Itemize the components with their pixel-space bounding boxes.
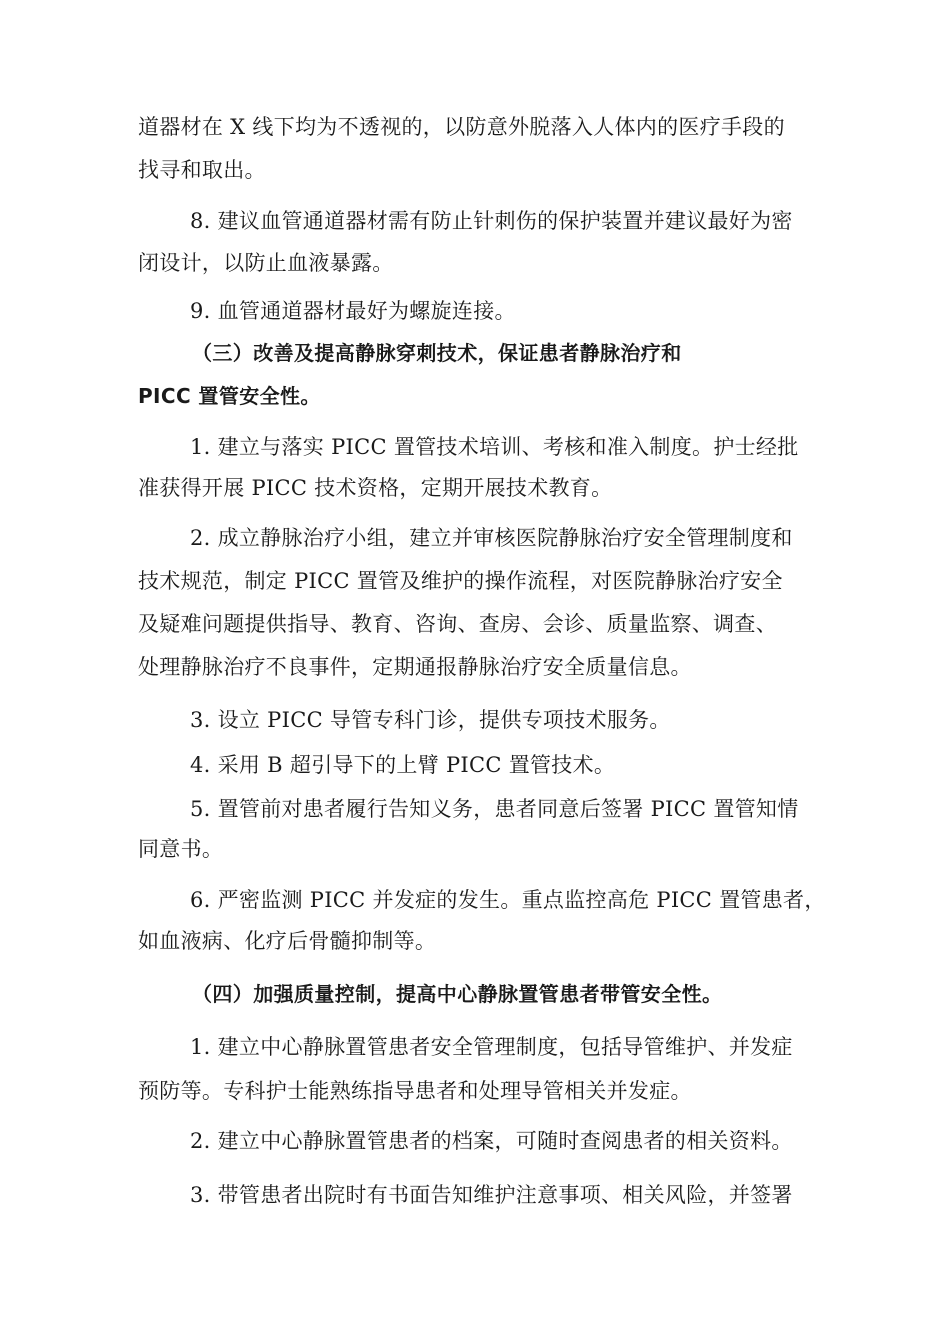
section-heading-3: （三）改善及提高静脉穿刺技术，保证患者静脉治疗和 bbox=[192, 341, 682, 365]
list-item-8: 8. 建议血管通道器材需有防止针刺伤的保护装置并建议最好为密 bbox=[190, 209, 793, 233]
list-item-3: 3. 设立 PICC 导管专科门诊，提供专项技术服务。 bbox=[190, 708, 671, 732]
paragraph-line: 闭设计，以防止血液暴露。 bbox=[138, 251, 394, 275]
list-item-1: 1. 建立中心静脉置管患者安全管理制度，包括导管维护、并发症 bbox=[190, 1035, 793, 1059]
list-item-3: 3. 带管患者出院时有书面告知维护注意事项、相关风险，并签署 bbox=[190, 1183, 793, 1207]
list-item-2: 2. 建立中心静脉置管患者的档案，可随时查阅患者的相关资料。 bbox=[190, 1129, 793, 1153]
paragraph-line: 及疑难问题提供指导、教育、咨询、查房、会诊、质量监察、调查、 bbox=[138, 612, 777, 636]
paragraph-line: 找寻和取出。 bbox=[138, 158, 266, 182]
list-item-5: 5. 置管前对患者履行告知义务，患者同意后签署 PICC 置管知情 bbox=[190, 797, 799, 821]
list-item-2: 2. 成立静脉治疗小组，建立并审核医院静脉治疗安全管理制度和 bbox=[190, 526, 793, 550]
list-item-6: 6. 严密监测 PICC 并发症的发生。重点监控高危 PICC 置管患者， bbox=[190, 888, 826, 912]
paragraph-line: 如血液病、化疗后骨髓抑制等。 bbox=[138, 929, 437, 953]
list-item-4: 4. 采用 B 超引导下的上臂 PICC 置管技术。 bbox=[190, 753, 616, 777]
paragraph-line: 道器材在 X 线下均为不透视的，以防意外脱落入人体内的医疗手段的 bbox=[138, 115, 785, 139]
paragraph-line: 准获得开展 PICC 技术资格，定期开展技术教育。 bbox=[138, 476, 613, 500]
list-item-1: 1. 建立与落实 PICC 置管技术培训、考核和准入制度。护士经批 bbox=[190, 435, 799, 459]
section-heading-4: （四）加强质量控制，提高中心静脉置管患者带管安全性。 bbox=[192, 982, 723, 1006]
paragraph-line: 处理静脉治疗不良事件，定期通报静脉治疗安全质量信息。 bbox=[138, 655, 692, 679]
section-heading-3-continued: PICC 置管安全性。 bbox=[138, 384, 321, 408]
paragraph-line: 同意书。 bbox=[138, 837, 224, 861]
paragraph-line: 技术规范，制定 PICC 置管及维护的操作流程，对医院静脉治疗安全 bbox=[138, 569, 783, 593]
paragraph-line: 预防等。专科护士能熟练指导患者和处理导管相关并发症。 bbox=[138, 1079, 692, 1103]
list-item-9: 9. 血管通道器材最好为螺旋连接。 bbox=[190, 299, 516, 323]
